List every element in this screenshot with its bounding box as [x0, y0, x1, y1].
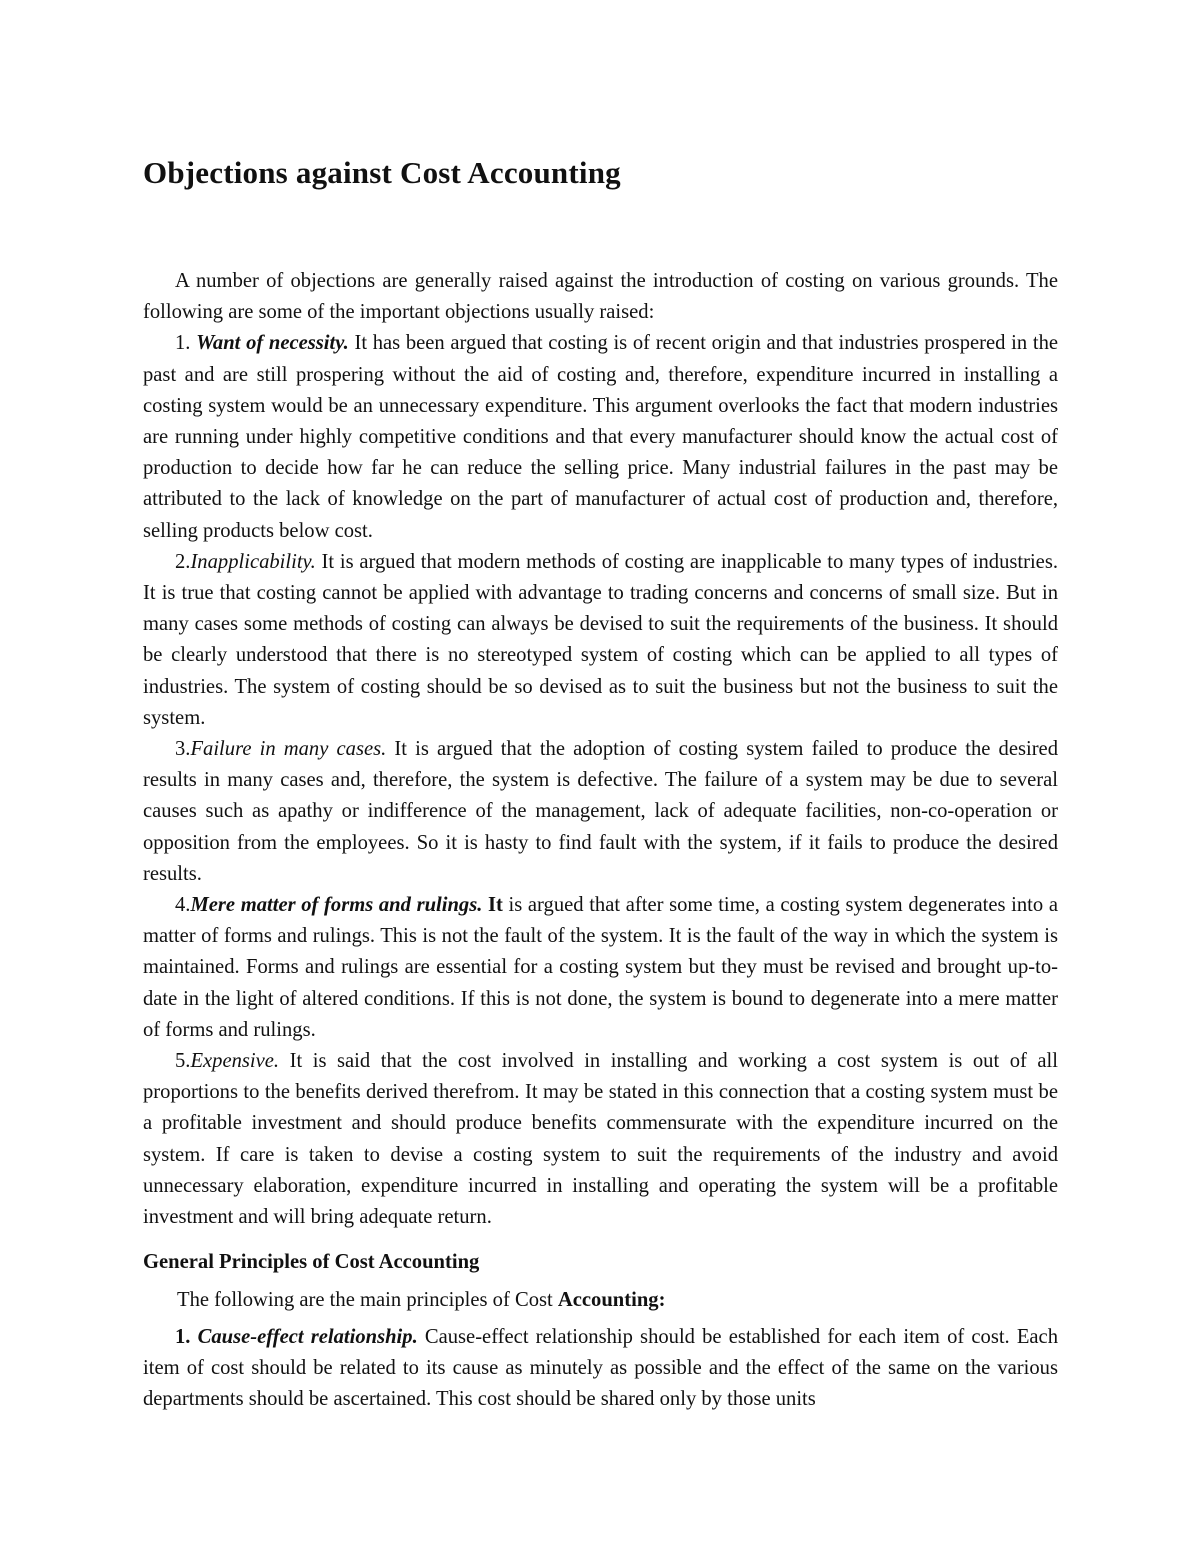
objection-heading: Failure in many cases.: [190, 738, 387, 761]
objection-heading: Mere matter of forms and rulings.: [190, 894, 483, 917]
objection-item-2: [143, 547, 1058, 734]
objection-text: It has been argued that costing is of recent origin and that industries prospered in the past and are still prospering without the aid of costing and, therefore, expenditure incurred in installing a costing system would be an unnecessary expenditure. This argument overlooks the fact that modern industries are running under highly competitive conditions and that every manufacturer should know the actual cost of production to decide how far he can reduce the selling price. Many industrial failures in the past may be attributed to the lack of knowledge on the part of manufacturer of actual cost of production and, therefore, selling products below cost.: [143, 332, 1059, 542]
objection-item-1: [143, 328, 1058, 546]
objection-text: It is argued that modern methods of costing are inapplicable to many types of industries. It is true that costing cannot be applied with advantage to trading concerns and concerns of small size. But in many cases some methods of costing can always be devised to suit the requirements of the business. It should be clearly understood that there is no stereotyped system of costing which can be applied to all types of industries. The system of costing should be so devised as to suit the business but not the business to suit the system.: [143, 550, 1058, 729]
objection-number: 5.: [175, 1050, 191, 1073]
objection-text: is argued that after some time, a costing system degenerates into a matter of forms and rulings. This is not the fault of the system. It is the fault of the way in which the system is maintained. Forms and rulings are essential for a costing system but they must be revised and brought up-to-date in the light of altered conditions. If this is not done, the system is bound to degenerate into a mere matter of forms and rulings.: [143, 894, 1058, 1041]
principle-number: 1.: [175, 1325, 191, 1348]
objection-item-4: [143, 890, 1058, 1046]
document-title: Objections against Cost Accounting: [143, 155, 621, 190]
principles-intro-bold: Accounting:: [557, 1288, 666, 1311]
objection-heading: Expensive.: [190, 1050, 280, 1073]
objection-lead: It: [482, 894, 503, 917]
objection-heading: Inapplicability.: [190, 550, 316, 573]
principles-heading: General Principles of Cost Accounting: [143, 1251, 480, 1274]
principle-text: Cause-effect relationship should be established for each item of cost. Each item of cost should be related to its cause as minutely as possible and the effect of the same on the various departments should be ascertained. This cost should be shared only by those units: [143, 1325, 1058, 1411]
objection-text: It is said that the cost involved in installing and working a cost system is out of all proportions to the benefits derived therefrom. It may be stated in this connection that a costing system must be a profitable investment and should produce benefits commensurate with the expenditure incurred on the system. If care is taken to devise a costing system to suit the requirements of the industry and avoid unnecessary elaboration, expenditure incurred in installing and operating the system will be a profitable investment and will bring adequate return.: [143, 1050, 1058, 1229]
objection-number: 3.: [175, 738, 191, 761]
principle-heading: Cause-effect relationship.: [197, 1325, 418, 1348]
principle-item-1: [143, 1322, 1058, 1416]
principles-intro-text: The following are the main principles of Cost: [177, 1288, 558, 1311]
objection-item-3: [143, 734, 1058, 890]
objection-number: 1.: [175, 332, 191, 355]
objection-text: It is argued that the adoption of costing system failed to produce the desired results in many cases and, therefore, the system is defective. The failure of a system may be due to several causes such as apathy or indifference of the management, lack of adequate facilities, non-co-operation or opposition from the employees. So it is hasty to find fault with the system, if it fails to produce the desired results.: [143, 738, 1058, 885]
objection-number: 4.: [175, 894, 191, 917]
intro-paragraph: A number of objections are generally raised against the introduction of costing on various grounds. The following are some of the important objections usually raised:: [143, 270, 1058, 324]
objection-heading: Want of necessity.: [196, 332, 349, 355]
document-page: [143, 150, 1058, 1415]
objection-number: 2.: [175, 550, 191, 573]
objection-item-5: [143, 1046, 1058, 1233]
principles-intro: [143, 1285, 1058, 1316]
